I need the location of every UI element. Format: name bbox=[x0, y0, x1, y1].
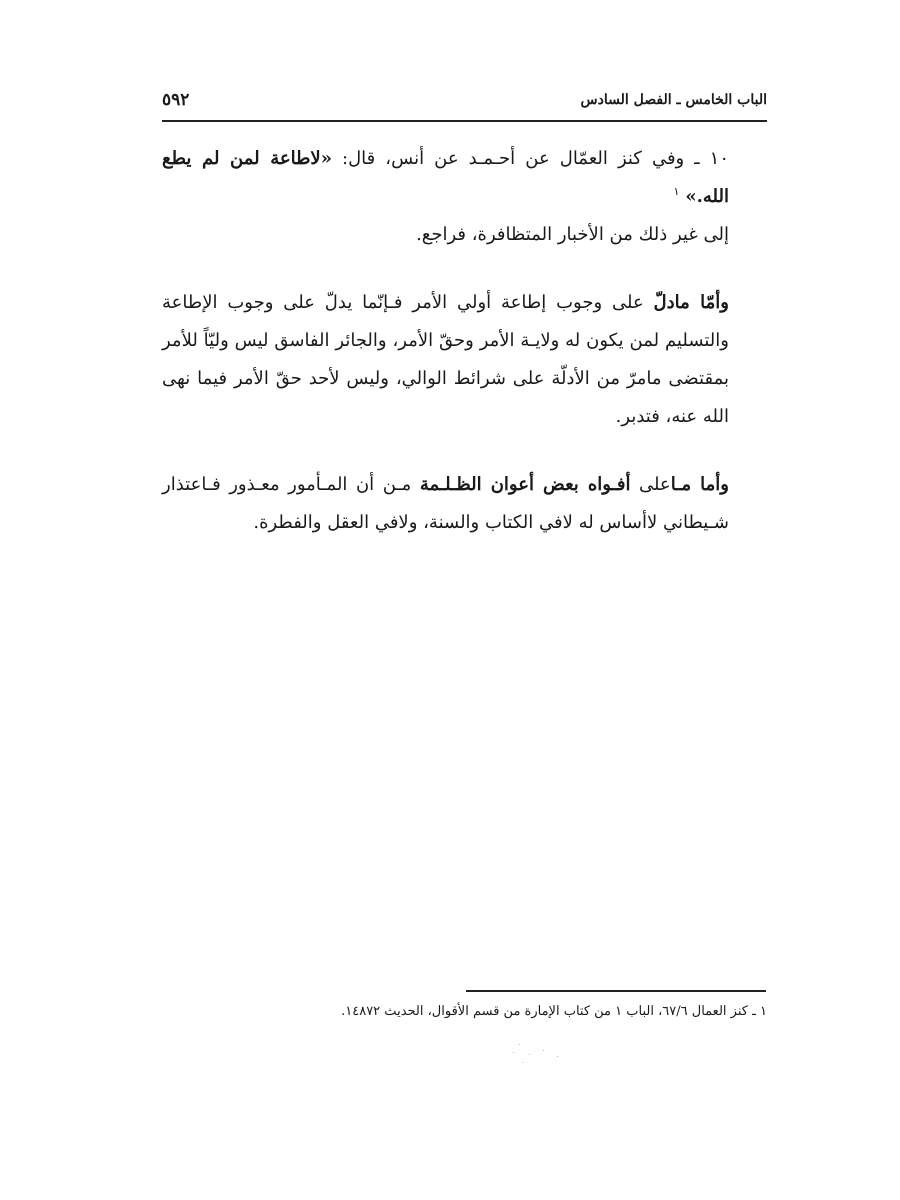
paragraph-excuse bbox=[162, 466, 757, 542]
paragraph-obedience-text: على وجوب إطاعة أولي الأمر فـإنّما يدلّ على وجوب الإطاعة والتسليم لمن يكون له ولايـة الأمر وحقّ الأمر، والجائر الفاسق ليس وليّاً للأمر بمقتضى مامرّ من الأدلّة على شرائط الوالي، وليس لأحد حقّ الأمر فيما نهى الله عنه، فتدبر. bbox=[162, 292, 729, 427]
hadith-paragraph bbox=[162, 140, 757, 254]
paragraph-excuse-text-1: على bbox=[630, 474, 671, 495]
footnote-rule bbox=[466, 990, 766, 992]
scan-speck bbox=[513, 1052, 514, 1053]
hadith-continuation: إلى غير ذلك من الأخبار المتظافرة، فراجع. bbox=[416, 224, 729, 245]
running-header bbox=[162, 88, 767, 120]
page-number: ٥٩٢ bbox=[162, 90, 190, 110]
chapter-title: الباب الخامس ـ الفصل السادس bbox=[580, 92, 767, 108]
scan-speck bbox=[519, 1044, 520, 1045]
footnote: ١ ـ كنز العمال ٦٧/٦، الباب ١ من كتاب الإمارة من قسم الأقوال، الحديث ١٤٨٧٢. bbox=[341, 1004, 767, 1019]
paragraph-excuse-lead: وأما مـا bbox=[670, 474, 729, 495]
hadith-prefix: ١٠ ـ وفي كنز العمّال عن أحـمـد عن أنس، قال: bbox=[331, 148, 729, 169]
paragraph-excuse-emphasis: أفـواه بعض أعوان الظـلـمة bbox=[419, 474, 631, 495]
scan-speck bbox=[557, 1056, 558, 1057]
scan-speck bbox=[543, 1050, 544, 1051]
footnote-marker: ١ bbox=[673, 185, 680, 198]
paragraph-obedience-lead: وأمّا مادلّ bbox=[653, 292, 729, 313]
hadith-quote: «لاطاعة لمن لم يطع الله.» bbox=[162, 148, 729, 207]
scan-specks bbox=[505, 1040, 565, 1070]
header-rule bbox=[162, 120, 767, 122]
body-text bbox=[162, 140, 757, 542]
scan-speck bbox=[529, 1054, 530, 1055]
scan-speck bbox=[523, 1062, 524, 1063]
paragraph-obedience bbox=[162, 284, 757, 436]
paragraph-excuse-text-2: مـن أن المـأمور معـذور فـاعتذار شـيطاني لاأساس له لافي الكتاب والسنة، ولافي العقل والفطرة. bbox=[162, 474, 729, 533]
